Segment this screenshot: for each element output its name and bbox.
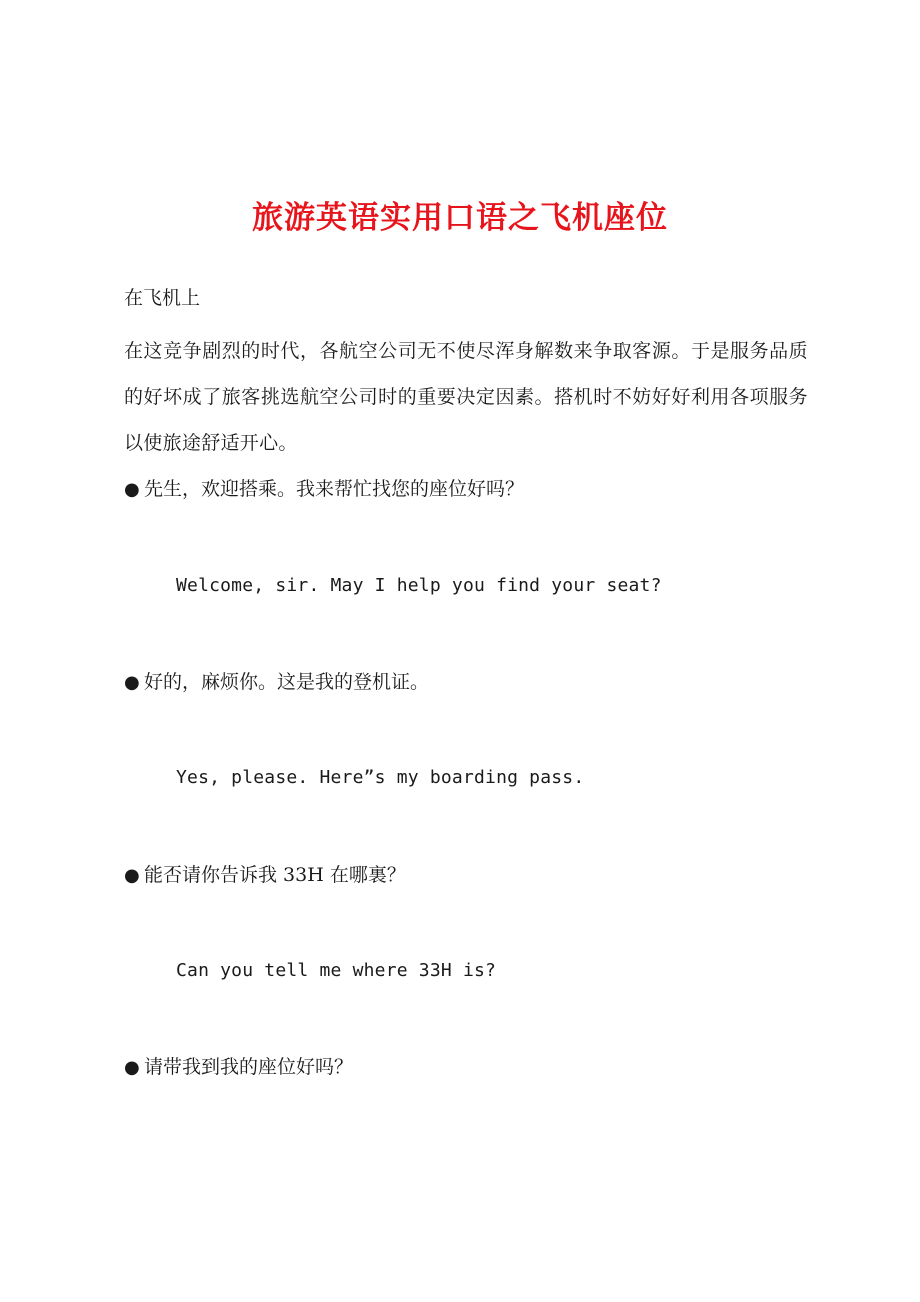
bullet-icon: ● bbox=[124, 1057, 140, 1078]
section-heading: 在飞机上 bbox=[124, 287, 201, 309]
dialogue-3-english: Can you tell me where 33H is? bbox=[176, 960, 497, 981]
dialogue-1-english: Welcome, sir. May I help you find your seat? bbox=[176, 575, 662, 596]
dialogue-2-english: Yes, please. Here”s my boarding pass. bbox=[176, 767, 585, 788]
bullet-icon: ● bbox=[124, 479, 140, 500]
intro-paragraph: 在这竞争剧烈的时代，各航空公司无不使尽浑身解数来争取客源。于是服务品质的好坏成了旅客挑选航空公司时的重要决定因素。搭机时不妨好好利用各项服务以使旅途舒适开心。 bbox=[124, 340, 808, 454]
bullet-icon: ● bbox=[124, 865, 140, 886]
dialogue-4-chinese bbox=[124, 1053, 353, 1082]
dialogue-3-chinese-text: 能否请你告诉我 33H 在哪裏？ bbox=[144, 864, 406, 886]
dialogue-4-chinese-text: 请带我到我的座位好吗？ bbox=[144, 1056, 354, 1078]
dialogue-1-chinese-text: 先生，欢迎搭乘。我来帮忙找您的座位好吗？ bbox=[144, 478, 525, 500]
bullet-icon: ● bbox=[124, 672, 140, 693]
document-title: 旅游英语实用口语之飞机座位 bbox=[252, 200, 668, 236]
dialogue-1-chinese bbox=[124, 475, 524, 504]
dialogue-2-chinese-text: 好的，麻烦你。这是我的登机证。 bbox=[144, 671, 430, 693]
dialogue-2-chinese bbox=[124, 668, 429, 697]
dialogue-3-chinese bbox=[124, 861, 406, 890]
